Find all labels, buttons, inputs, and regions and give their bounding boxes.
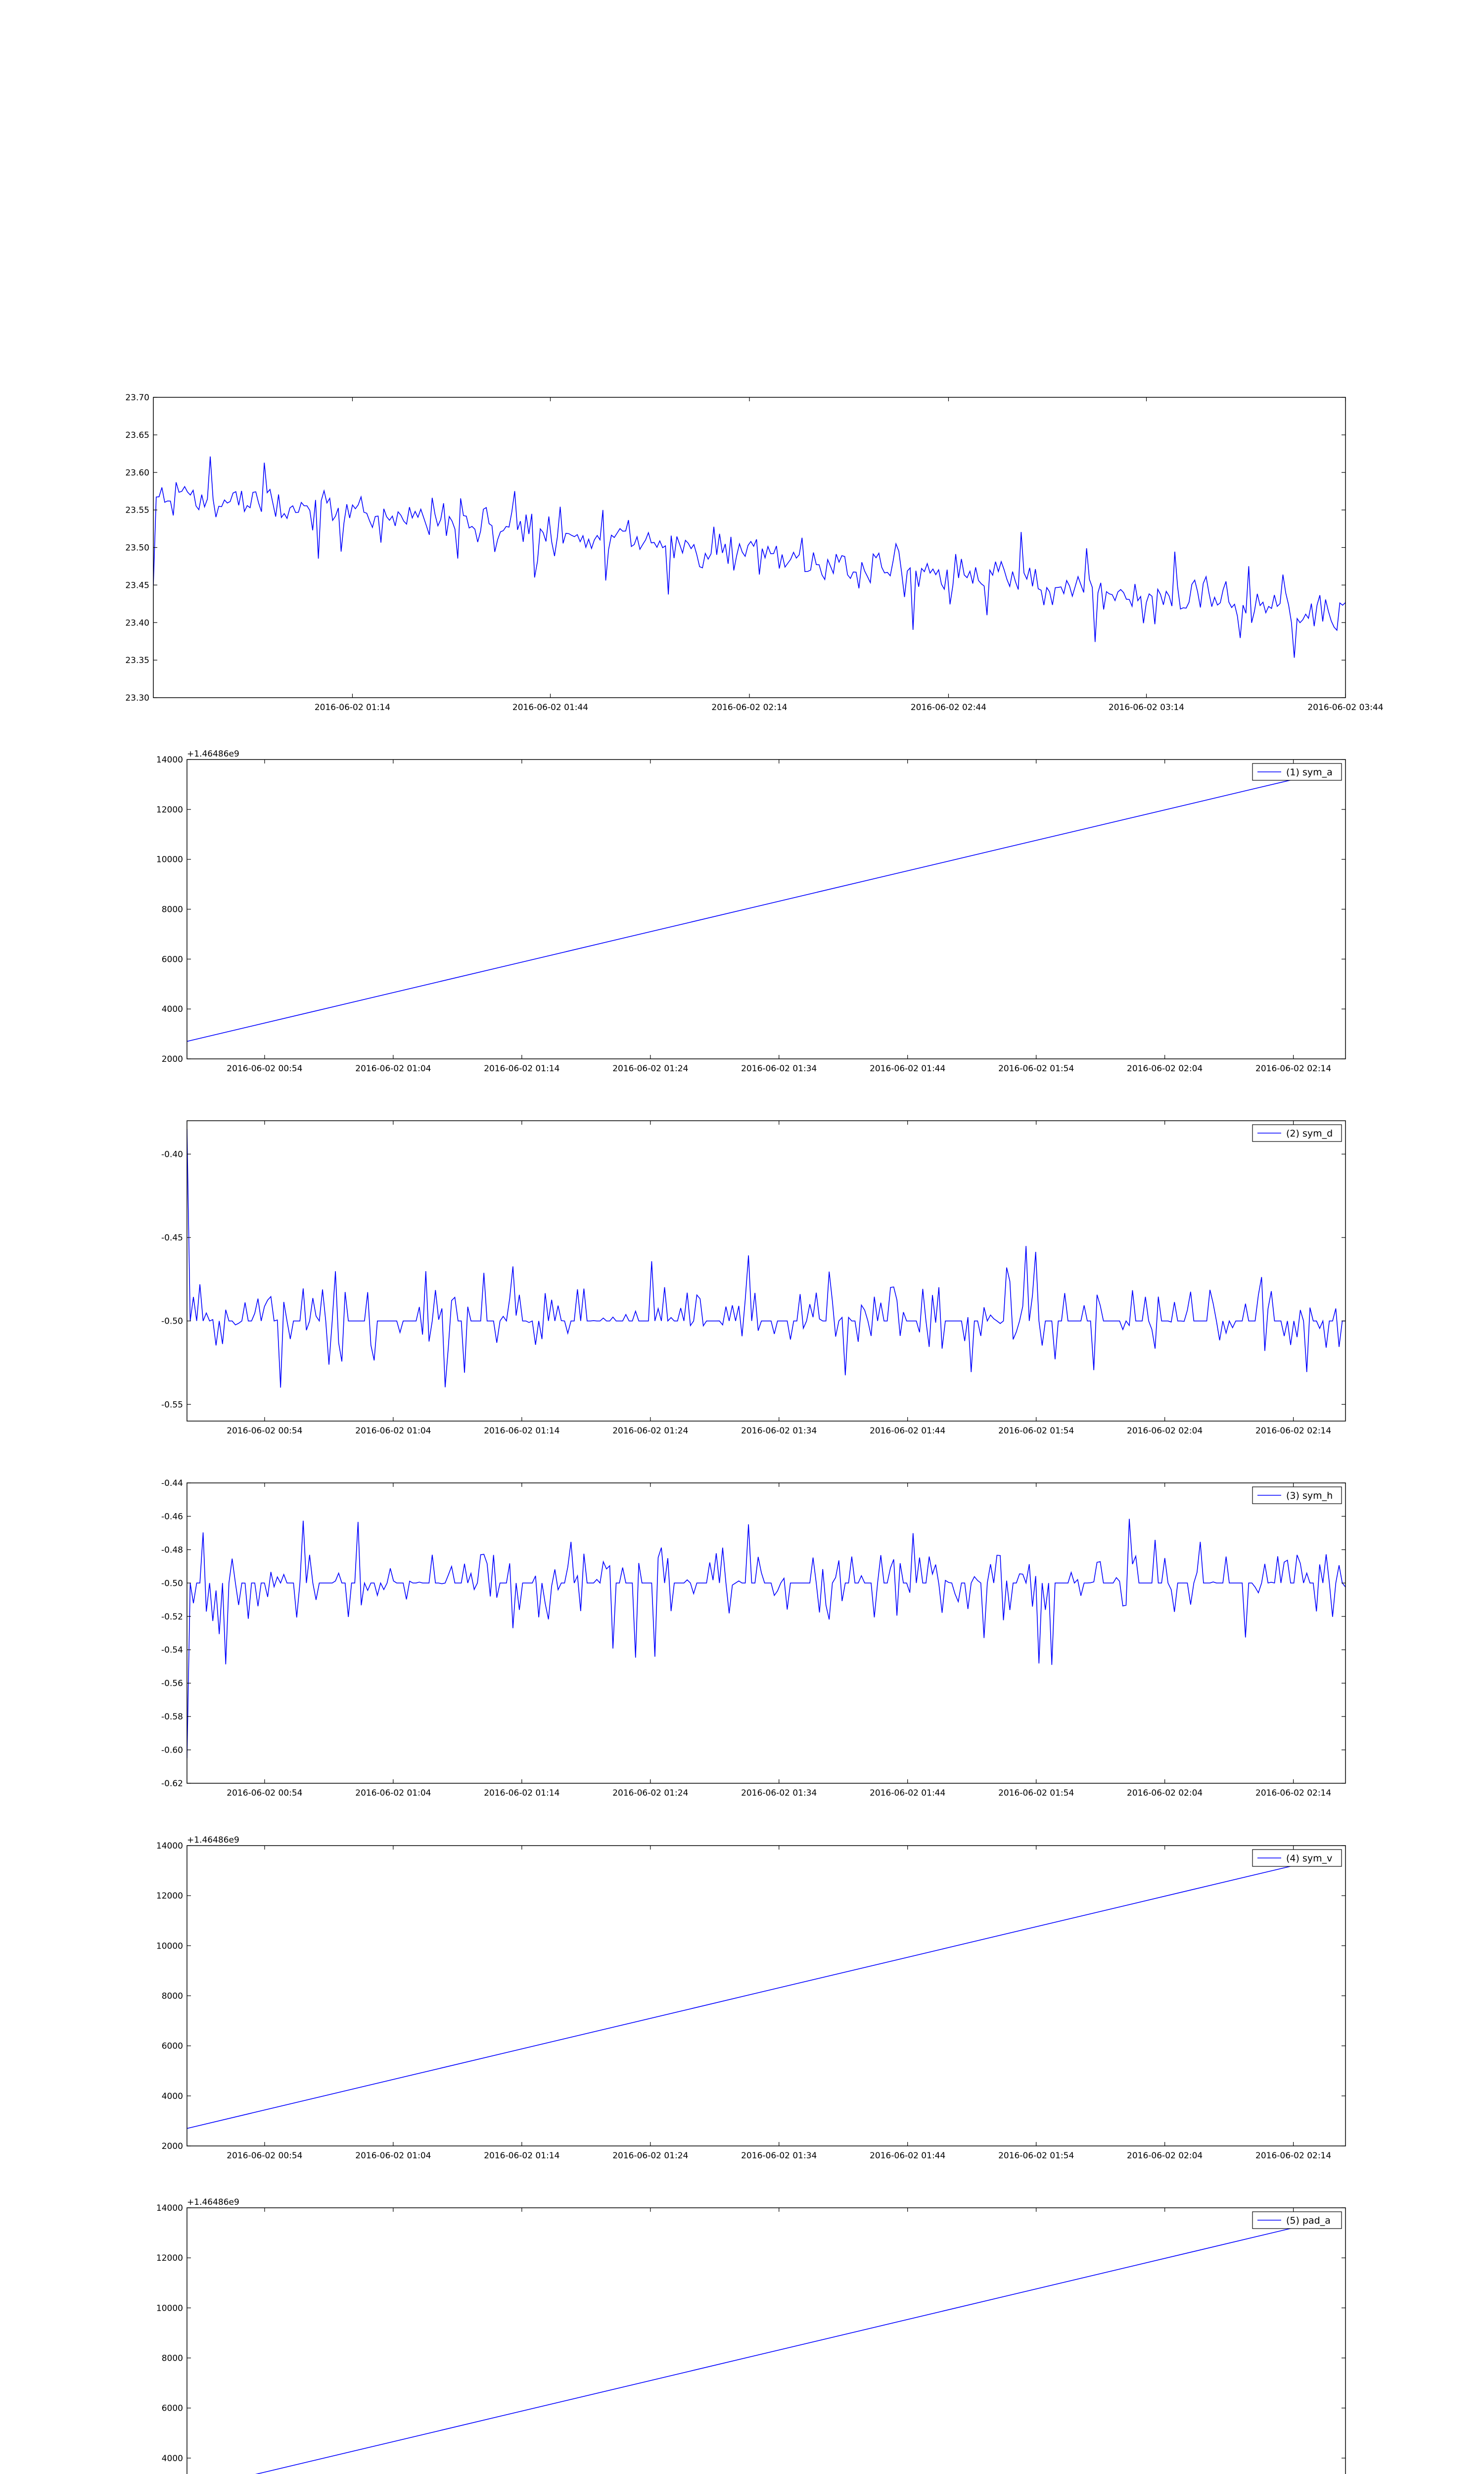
x-tick-label: 2016-06-02 01:24 <box>612 2151 689 2161</box>
y-tick-label: -0.62 <box>161 1779 183 1789</box>
y-tick-label: 8000 <box>161 2353 183 2364</box>
x-tick-label: 2016-06-02 01:34 <box>741 1426 817 1436</box>
x-tick-label: 2016-06-02 02:04 <box>1127 1064 1203 1074</box>
y-tick-label: 23.50 <box>125 543 149 553</box>
y-tick-label: 23.30 <box>125 693 149 703</box>
y-tick-label: 6000 <box>161 2403 183 2414</box>
y-tick-label: 8000 <box>161 904 183 915</box>
chart-panel-2 <box>161 1121 1345 1436</box>
x-tick-label: 2016-06-02 00:54 <box>227 1788 303 1798</box>
x-tick-label: 2016-06-02 01:54 <box>998 2151 1074 2161</box>
series-line-5 <box>187 2228 1294 2474</box>
y-tick-label: 12000 <box>156 1891 183 1902</box>
x-tick-label: 2016-06-02 01:54 <box>998 1064 1074 1074</box>
y-tick-label: 10000 <box>156 1941 183 1951</box>
y-tick-label: -0.60 <box>161 1745 183 1756</box>
y-offset-label: +1.46486e9 <box>187 2197 239 2207</box>
x-tick-label: 2016-06-02 01:44 <box>870 1426 946 1436</box>
axes-frame <box>187 1846 1345 2146</box>
y-tick-label: -0.45 <box>161 1233 183 1243</box>
x-tick-label: 2016-06-02 01:44 <box>870 1064 946 1074</box>
legend-entry: (4) sym_v <box>1286 1853 1333 1864</box>
y-offset-label: +1.46486e9 <box>187 1835 239 1845</box>
axes-frame <box>187 1121 1345 1421</box>
x-tick-label: 2016-06-02 01:04 <box>355 2151 431 2161</box>
x-tick-label: 2016-06-02 02:14 <box>1255 1788 1332 1798</box>
x-tick-label: 2016-06-02 00:54 <box>227 1426 303 1436</box>
legend-entry: (5) pad_a <box>1286 2215 1331 2226</box>
y-tick-label: 23.55 <box>125 505 149 516</box>
y-tick-label: 2000 <box>161 1054 183 1064</box>
y-tick-label: 14000 <box>156 2203 183 2213</box>
x-tick-label: 2016-06-02 01:24 <box>612 1426 689 1436</box>
y-tick-label: 10000 <box>156 2303 183 2314</box>
x-tick-label: 2016-06-02 00:54 <box>227 2151 303 2161</box>
y-tick-label: 23.70 <box>125 393 149 403</box>
x-tick-label: 2016-06-02 01:14 <box>484 2151 560 2161</box>
axes-frame <box>187 2208 1345 2474</box>
legend <box>1252 1850 1342 1866</box>
x-tick-label: 2016-06-02 01:14 <box>484 1426 560 1436</box>
y-tick-label: -0.44 <box>161 1478 183 1488</box>
y-tick-label: 12000 <box>156 2253 183 2264</box>
legend-entry: (2) sym_d <box>1286 1128 1333 1139</box>
x-tick-label: 2016-06-02 00:54 <box>227 1064 303 1074</box>
x-tick-label: 2016-06-02 02:14 <box>1255 2151 1332 2161</box>
y-tick-label: 4000 <box>161 1004 183 1015</box>
legend-entry: (3) sym_h <box>1286 1490 1333 1501</box>
x-tick-label: 2016-06-02 01:04 <box>355 1064 431 1074</box>
axes-frame <box>187 760 1345 1059</box>
y-tick-label: 14000 <box>156 1841 183 1851</box>
y-tick-label: -0.40 <box>161 1149 183 1160</box>
x-tick-label: 2016-06-02 02:14 <box>1255 1064 1332 1074</box>
y-tick-label: 6000 <box>161 2041 183 2051</box>
y-tick-label: 14000 <box>156 755 183 765</box>
y-tick-label: -0.54 <box>161 1645 183 1656</box>
legend-entry: (1) sym_a <box>1286 767 1333 778</box>
y-tick-label: 10000 <box>156 855 183 865</box>
x-tick-label: 2016-06-02 02:04 <box>1127 1788 1203 1798</box>
y-tick-label: -0.55 <box>161 1400 183 1410</box>
x-tick-label: 2016-06-02 01:14 <box>484 1788 560 1798</box>
x-tick-label: 2016-06-02 02:14 <box>1255 1426 1332 1436</box>
x-tick-label: 2016-06-02 01:04 <box>355 1788 431 1798</box>
series-line-4 <box>187 1866 1294 2129</box>
series-line-2 <box>187 1129 1345 1388</box>
y-tick-label: -0.58 <box>161 1712 183 1722</box>
x-tick-label: 2016-06-02 01:24 <box>612 1064 689 1074</box>
y-tick-label: 23.40 <box>125 618 149 628</box>
legend <box>1252 763 1342 780</box>
chart-panel-1 <box>156 749 1345 1074</box>
x-tick-label: 2016-06-02 02:04 <box>1127 2151 1203 2161</box>
x-tick-label: 2016-06-02 01:44 <box>870 2151 946 2161</box>
chart-panel-3 <box>161 1478 1345 1798</box>
x-tick-label: 2016-06-02 01:34 <box>741 1788 817 1798</box>
y-tick-label: 23.45 <box>125 580 149 591</box>
y-tick-label: -0.50 <box>161 1316 183 1327</box>
y-tick-label: 12000 <box>156 805 183 815</box>
x-tick-label: 2016-06-02 01:54 <box>998 1426 1074 1436</box>
x-tick-label: 2016-06-02 01:44 <box>870 1788 946 1798</box>
x-tick-label: 2016-06-02 02:14 <box>711 703 788 713</box>
y-tick-label: -0.56 <box>161 1678 183 1689</box>
chart-panel-5 <box>156 2197 1345 2474</box>
x-tick-label: 2016-06-02 01:34 <box>741 2151 817 2161</box>
x-tick-label: 2016-06-02 01:24 <box>612 1788 689 1798</box>
y-tick-label: -0.52 <box>161 1612 183 1622</box>
series-line-0 <box>153 457 1345 658</box>
y-tick-label: -0.48 <box>161 1545 183 1555</box>
y-tick-label: 23.35 <box>125 656 149 666</box>
legend <box>1252 1487 1342 1504</box>
legend <box>1252 2212 1342 2229</box>
series-line-3 <box>187 1519 1345 1759</box>
y-tick-label: 8000 <box>161 1991 183 2001</box>
x-tick-label: 2016-06-02 01:14 <box>314 703 391 713</box>
x-tick-label: 2016-06-02 01:54 <box>998 1788 1074 1798</box>
x-tick-label: 2016-06-02 03:14 <box>1108 703 1185 713</box>
x-tick-label: 2016-06-02 02:04 <box>1127 1426 1203 1436</box>
legend <box>1252 1125 1342 1142</box>
chart-panel-0 <box>125 393 1383 713</box>
x-tick-label: 2016-06-02 01:44 <box>512 703 589 713</box>
y-tick-label: 23.60 <box>125 468 149 478</box>
y-tick-label: 6000 <box>161 954 183 965</box>
x-tick-label: 2016-06-02 01:04 <box>355 1426 431 1436</box>
y-tick-label: -0.46 <box>161 1512 183 1522</box>
x-tick-label: 2016-06-02 03:44 <box>1307 703 1384 713</box>
y-offset-label: +1.46486e9 <box>187 749 239 759</box>
series-line-1 <box>187 779 1294 1041</box>
y-tick-label: 2000 <box>161 2141 183 2151</box>
x-tick-label: 2016-06-02 01:34 <box>741 1064 817 1074</box>
y-tick-label: 4000 <box>161 2453 183 2464</box>
y-tick-label: 4000 <box>161 2091 183 2101</box>
chart-panel-4 <box>156 1835 1345 2161</box>
y-tick-label: 23.65 <box>125 430 149 440</box>
x-tick-label: 2016-06-02 02:44 <box>910 703 987 713</box>
axes-frame <box>187 1483 1345 1783</box>
axes-frame <box>153 397 1345 698</box>
x-tick-label: 2016-06-02 01:14 <box>484 1064 560 1074</box>
y-tick-label: -0.50 <box>161 1578 183 1589</box>
